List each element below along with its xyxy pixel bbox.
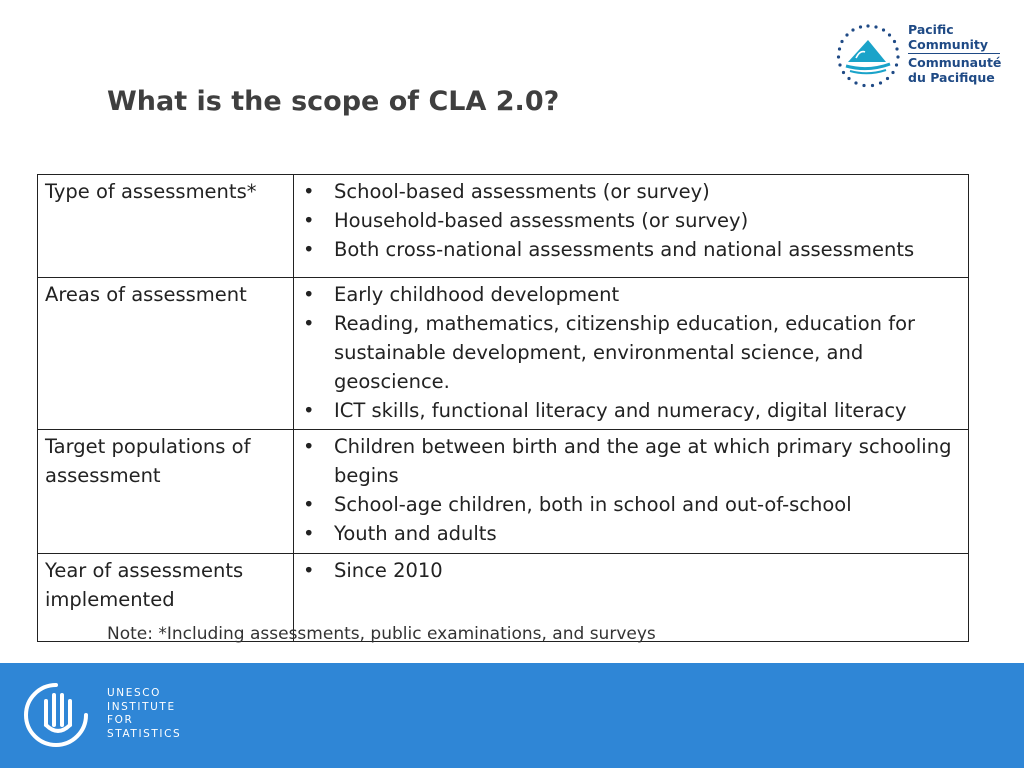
row-label: Target populations of assessment <box>38 430 294 554</box>
list-item: • School-based assessments (or survey) <box>301 177 962 206</box>
bullet-list <box>301 177 962 264</box>
uis-emblem-icon <box>22 681 90 751</box>
uis-line-unesco: UNESCO <box>107 687 162 699</box>
row-label: Areas of assessment <box>38 278 294 430</box>
pc-line-community: Community <box>908 37 989 52</box>
list-item: • Both cross-national assessments and national assessments <box>301 235 962 264</box>
pc-divider <box>908 53 1000 54</box>
list-item: • Youth and adults <box>301 519 962 548</box>
slide-title: What is the scope of CLA 2.0? <box>107 86 560 117</box>
row-content <box>294 278 969 430</box>
list-item: • Children between birth and the age at which primary schooling begins <box>301 432 962 490</box>
list-item: • Household-based assessments (or survey) <box>301 206 962 235</box>
bullet-list <box>301 556 962 585</box>
uis-line-statistics: STATISTICS <box>107 727 182 740</box>
row-content <box>294 430 969 554</box>
list-item: • ICT skills, functional literacy and numeracy, digital literacy <box>301 396 962 425</box>
list-item: • School-age children, both in school and out-of-school <box>301 490 962 519</box>
bullet-list <box>301 432 962 548</box>
table-row <box>38 278 969 430</box>
pc-line-communaute: Communauté <box>908 55 1002 70</box>
footer-bar <box>0 663 1024 768</box>
table-row <box>38 175 969 278</box>
pc-line-du-pacifique: du Pacifique <box>908 70 995 85</box>
uis-line-institute: INSTITUTE <box>107 700 176 713</box>
row-label: Type of assessments* <box>38 175 294 278</box>
pacific-community-logo <box>834 20 1009 92</box>
uis-wordmark <box>107 687 181 741</box>
pacific-community-emblem-icon <box>834 22 902 90</box>
list-item: • Early childhood development <box>301 280 962 309</box>
uis-line-for: FOR <box>107 714 134 726</box>
scope-table <box>37 174 969 642</box>
footnote: Note: *Including assessments, public examinations, and surveys <box>107 624 656 644</box>
pacific-community-wordmark <box>908 22 1008 85</box>
list-item: • Since 2010 <box>301 556 962 585</box>
pc-line-pacific: Pacific <box>908 22 954 37</box>
row-label: Year of assessments implemented <box>38 554 294 642</box>
table-row <box>38 430 969 554</box>
row-content <box>294 175 969 278</box>
list-item: • Reading, mathematics, citizenship education, education for sustainable development, environmental science, and geoscience. <box>301 309 962 396</box>
bullet-list <box>301 280 962 425</box>
